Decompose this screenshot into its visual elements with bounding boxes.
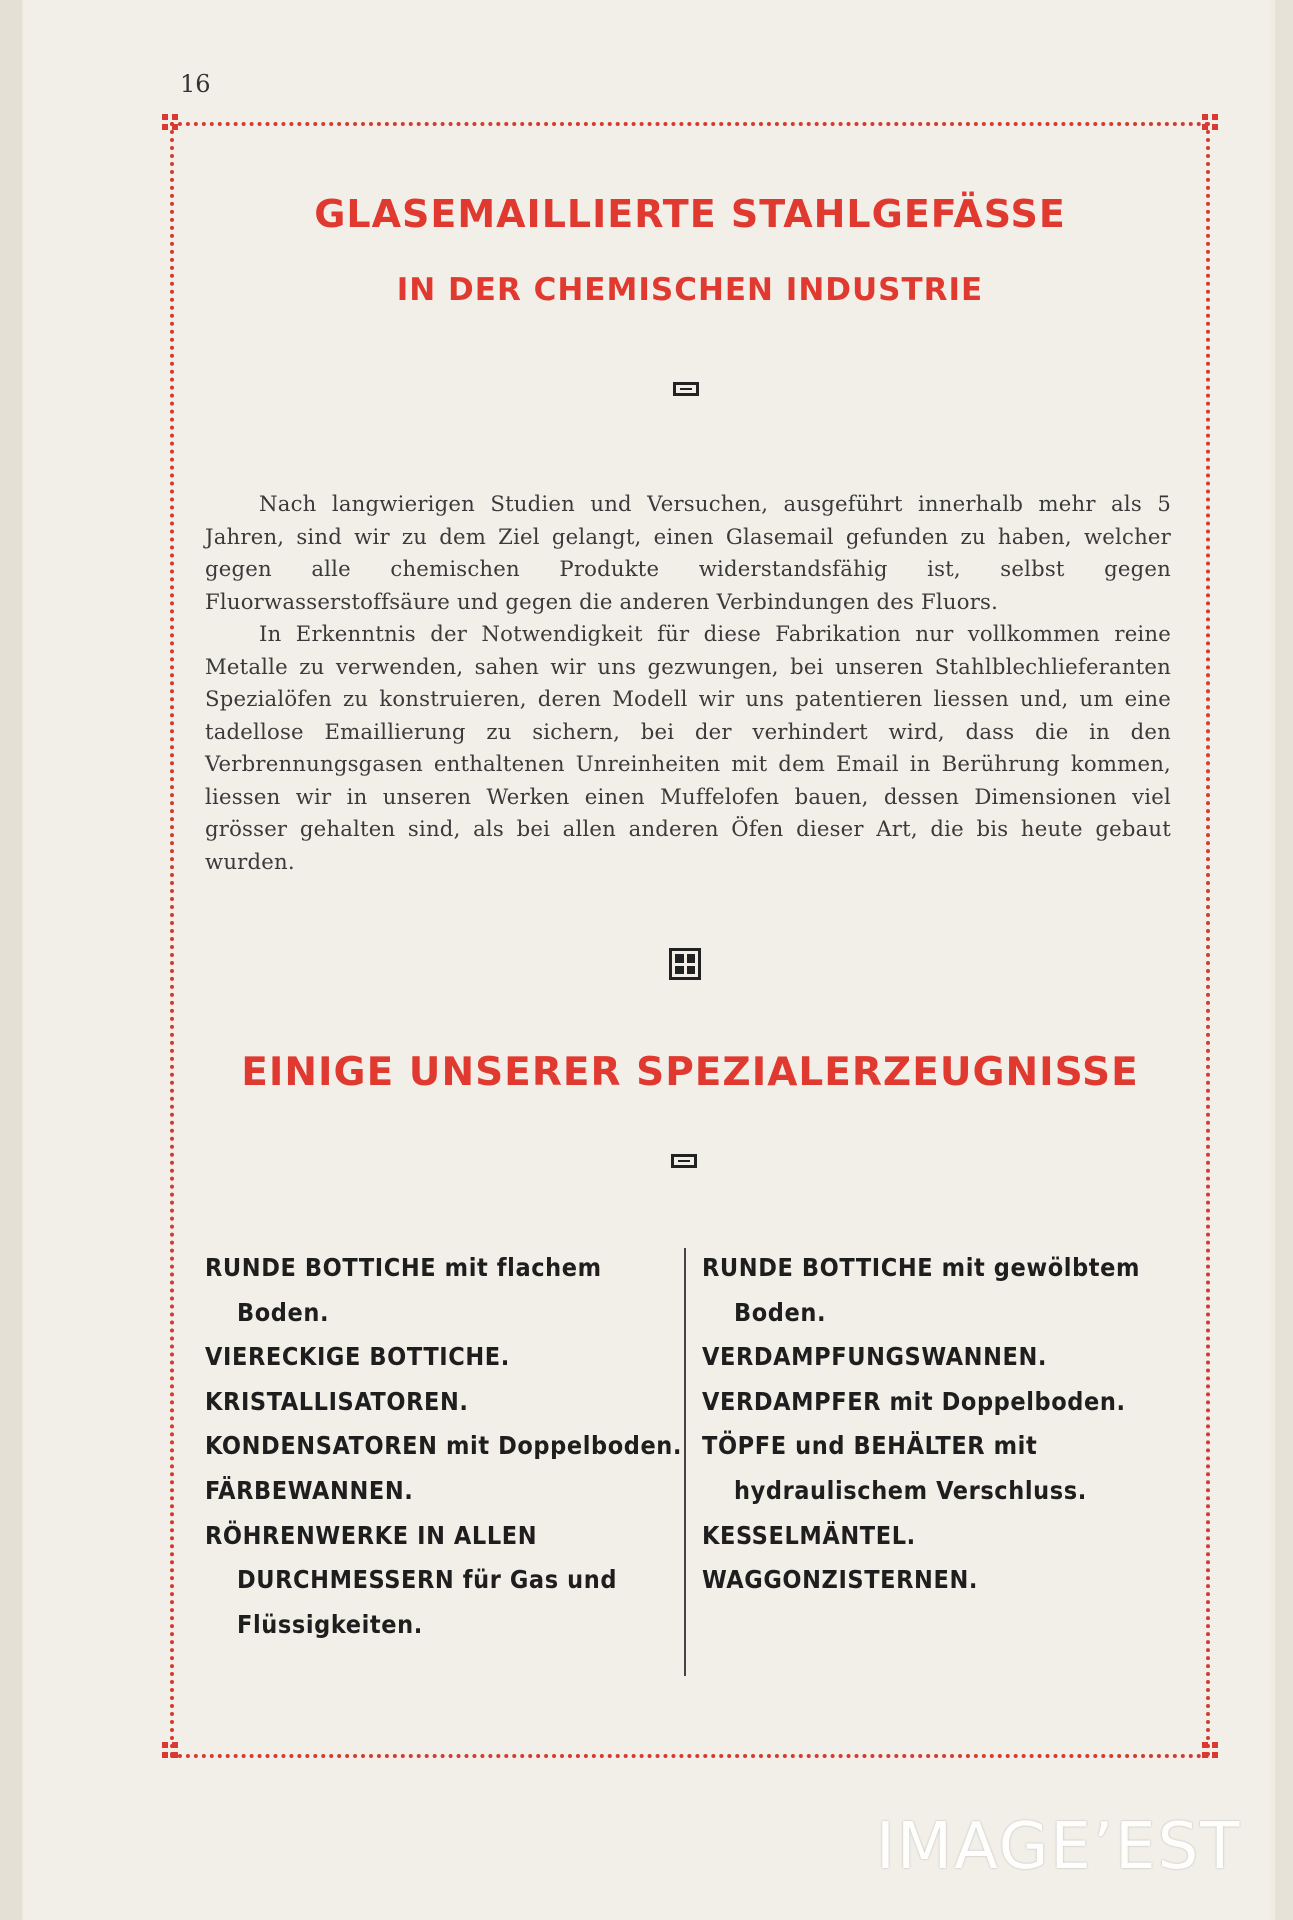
list-item: RÖHRENWERKE IN ALLEN DURCHMESSERN für Gas und Flüssigkeiten.: [205, 1520, 618, 1639]
frame-corner-ornament: [1202, 114, 1218, 130]
page-number: 16: [180, 70, 211, 98]
paragraph: In Erkenntnis der Notwendigkeit für diese Fabrikation nur vollkommen reine Metalle zu verwenden, sahen wir uns gezwungen, bei unseren Stahlblechlieferanten Spezialöfen zu konstruieren, deren Modell wir uns patentieren liessen und, um eine tadellose Emaillierung zu sichern, bei der verhindert wird, dass die in den Verbrennungsgasen enthaltenen Unreinheiten mit dem Email in Berührung kommen, liessen wir in unseren Werken einen Muffelofen bauen, dessen Dimensionen viel grösser gehalten sind, als bei allen anderen Öfen dieser Art, die bis heute gebaut wurden.: [205, 621, 1171, 874]
list-item: VERDAMPFER mit Doppelboden.: [702, 1386, 1126, 1416]
list-item: VIERECKIGE BOTTICHE.: [205, 1342, 510, 1372]
frame-corner-ornament: [162, 114, 178, 130]
frame-corner-ornament: [1202, 1742, 1218, 1758]
watermark: IMAGE’EST: [876, 1810, 1242, 1884]
product-list-left: [205, 1246, 695, 1647]
list-item: KESSELMÄNTEL.: [702, 1520, 916, 1550]
product-list-right: [702, 1246, 1192, 1603]
list-item: FÄRBEWANNEN.: [205, 1475, 414, 1505]
list-item: TÖPFE und BEHÄLTER mit hydraulischem Verschluss.: [702, 1431, 1087, 1505]
bar-ornament-icon: [673, 382, 699, 396]
frame-corner-ornament: [162, 1742, 178, 1758]
page-subtitle: IN DER CHEMISCHEN INDUSTRIE: [396, 272, 984, 308]
section-title: EINIGE UNSERER SPEZIALERZEUGNISSE: [241, 1050, 1139, 1095]
list-item: WAGGONZISTERNEN.: [702, 1565, 979, 1595]
scan-right-edge: [1275, 0, 1293, 1920]
bar-ornament-icon: [671, 1154, 697, 1168]
grid-ornament-icon: [669, 948, 701, 980]
paragraph: Nach langwierigen Studien und Versuchen, ausgeführt innerhalb mehr als 5 Jahren, sind wir zu dem Ziel gelangt, einen Glasemail gefunden zu haben, welcher gegen alle chemischen Produkte widerstandsfähig ist, selbst gegen Fluorwasserstoffsäure und gegen die anderen Verbindungen des Fluors.: [205, 491, 1171, 614]
column-divider: [684, 1248, 686, 1676]
body-text: [205, 488, 1171, 878]
page-title: GLASEMAILLIERTE STAHLGEFÄSSE: [314, 192, 1066, 236]
scan-left-edge: [0, 0, 22, 1920]
list-item: RUNDE BOTTICHE mit flachem Boden.: [205, 1253, 602, 1327]
list-item: VERDAMPFUNGSWANNEN.: [702, 1342, 1048, 1372]
list-item: RUNDE BOTTICHE mit gewölbtem Boden.: [702, 1253, 1141, 1327]
list-item: KONDENSATOREN mit Doppelboden.: [205, 1431, 683, 1461]
list-item: KRISTALLISATOREN.: [205, 1386, 469, 1416]
